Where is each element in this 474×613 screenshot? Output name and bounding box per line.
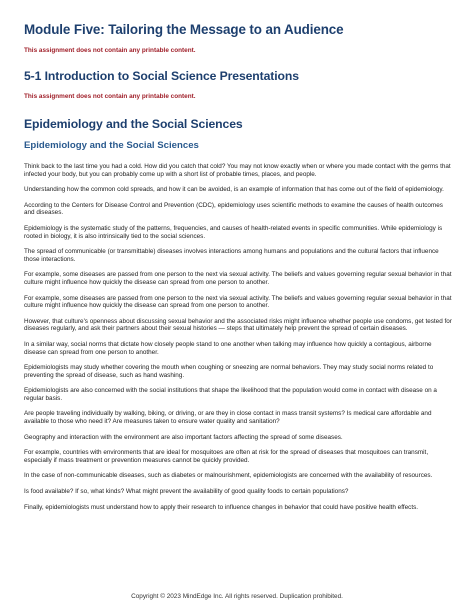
paragraph: Are people traveling individually by walking, biking, or driving, or are they in close contact in mass transit systems? Is medical care affordable and available to those who need it? Are measures taken to ensure water quality and sanitation? [24, 410, 432, 426]
printable-notice: This assignment does not contain any printable content. [24, 47, 196, 54]
module-title: Module Five: Tailoring the Message to an Audience [24, 22, 344, 37]
paragraph: Is food available? If so, what kinds? What might prevent the availability of good quality foods to certain populations? [24, 488, 349, 496]
paragraph: Epidemiologists may study whether covering the mouth when coughing or sneezing are normal behaviors. They may study social norms related to preventing the spread of disease, such as hand washing. [24, 364, 434, 379]
document-content [24, 22, 454, 511]
paragraph: For example, some diseases are passed from one person to the next via sexual activity. The beliefs and values governing regular sexual behavior in that culture might influence how quickly the disease can spread from one person to another. [24, 294, 452, 310]
article-subtitle: Epidemiology and the Social Sciences [24, 140, 199, 151]
paragraph: Finally, epidemiologists must understand how to apply their research to influence changes in behavior that could have positive health effects. [24, 503, 419, 511]
article-title: Epidemiology and the Social Sciences [24, 117, 243, 131]
section-title: 5-1 Introduction to Social Science Presentations [24, 69, 299, 83]
printable-notice: This assignment does not contain any printable content. [24, 93, 196, 100]
paragraph: In the case of non-communicable diseases, such as diabetes or malnourishment, epidemiologists are concerned with the availability of resources. [24, 472, 433, 480]
paragraph: Epidemiologists are also concerned with the social institutions that shape the likelihood that the population would come in contact with disease on a regular basis. [24, 387, 437, 402]
paragraph: For example, some diseases are passed from one person to the next via sexual activity. The beliefs and values governing regular sexual behavior in that culture might influence how quickly the disease can spread from one person to another. [24, 271, 452, 286]
paragraph: For example, countries with environments that are ideal for mosquitoes are often at risk for the spread of diseases that mosquitoes can transmit, especially if mass treatment or prevention measures cannot be quickly provided. [24, 449, 429, 464]
paragraph: Think back to the last time you had a cold. How did you catch that cold? You may not know exactly when or where you made contact with the germs that infected your body, but you can probably come up with a short list of probable times, places, and people. [24, 163, 451, 178]
paragraph: In a similar way, social norms that dictate how closely people stand to one another when talking may influence how quickly a contagious, airborne disease can spread from one person to another. [24, 340, 432, 356]
copyright-footer: Copyright © 2023 MindEdge Inc. All rights reserved. Duplication prohibited. [131, 593, 343, 600]
paragraph: However, that culture's openness about discussing sexual behavior and the associated risks might influence whether people use condoms, get tested for diseases regularly, and ask their partners about their sexual histories — steps that ultimately help prevent the spread of certain diseases. [24, 317, 452, 333]
paragraph: Understanding how the common cold spreads, and how it can be avoided, is an example of information that has come out of the field of epidemiology. [24, 186, 444, 194]
paragraph: According to the Centers for Disease Control and Prevention (CDC), epidemiology uses scientific methods to examine the causes of health outcomes and diseases. [24, 201, 443, 217]
paragraph: Epidemiology is the systematic study of the patterns, frequencies, and causes of health-related events in specific communities. While epidemiology is rooted in biology, it is also intrinsically tied to the social sciences. [24, 224, 443, 240]
paragraph: The spread of communicable (or transmittable) diseases involves interactions among humans and populations and the cultural factors that influence those interactions. [24, 248, 439, 263]
paragraph: Geography and interaction with the environment are also important factors affecting the spread of some diseases. [24, 433, 343, 441]
